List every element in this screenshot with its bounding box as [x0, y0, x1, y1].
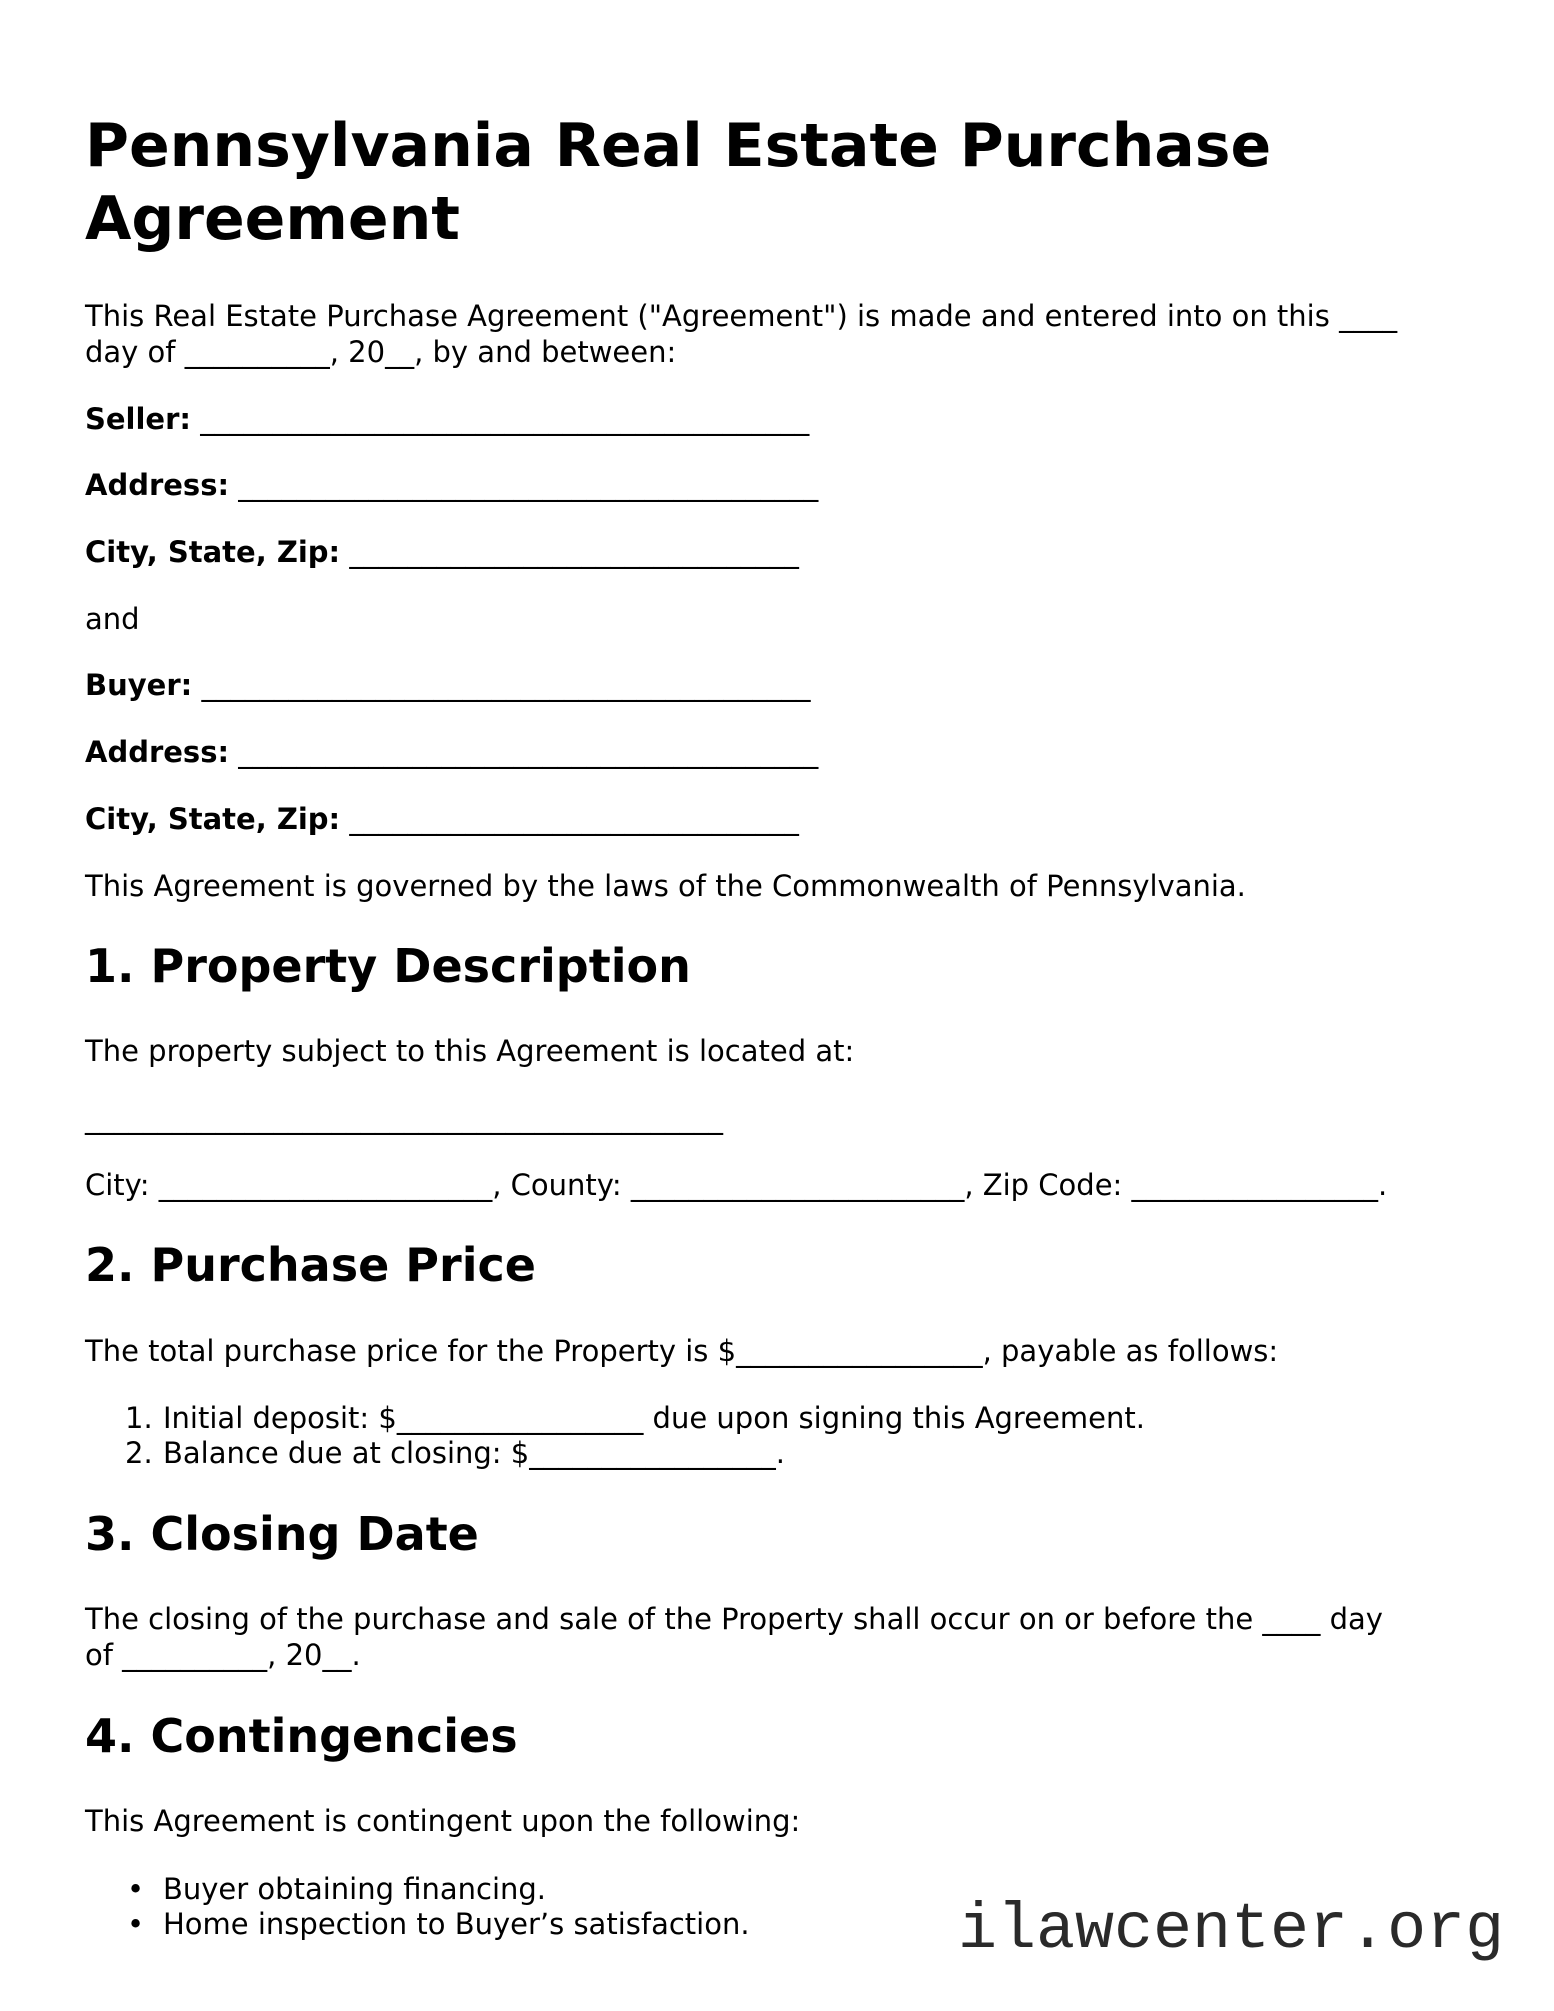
- section-heading-closing-date: 3. Closing Date: [85, 1506, 479, 1561]
- buyer-address-field[interactable]: [85, 734, 1469, 770]
- seller-name-field[interactable]: [85, 401, 1469, 437]
- bullet-icon: •: [127, 1871, 145, 1906]
- contingencies-text: This Agreement is contingent upon the following:: [85, 1804, 801, 1839]
- section-heading-contingencies: 4. Contingencies: [85, 1708, 518, 1763]
- intro-line-1: This Real Estate Purchase Agreement ("Agreement") is made and entered into on this ____: [85, 299, 1398, 333]
- payment-term-item[interactable]: [85, 1401, 1469, 1436]
- conjunction-and: and: [85, 601, 140, 636]
- payment-terms-list: [85, 1401, 1469, 1471]
- bullet-icon: •: [127, 1906, 145, 1941]
- closing-date-line-2: of __________, 20__.: [85, 1638, 361, 1673]
- seller-address-field[interactable]: [85, 467, 1469, 503]
- intro-line-2: day of __________, 20__, by and between:: [85, 335, 677, 369]
- seller-name-blank[interactable]: __________________________________________: [200, 401, 810, 436]
- seller-city-blank[interactable]: _______________________________: [349, 535, 799, 570]
- property-address-blank[interactable]: ____________________________________________: [85, 1101, 723, 1136]
- section-heading-purchase-price: 2. Purchase Price: [85, 1238, 536, 1293]
- buyer-name-field[interactable]: [85, 667, 1469, 703]
- property-city-county-zip-line[interactable]: City: _______________________, County: _______________________, Zip Code: _________________.: [85, 1167, 1388, 1202]
- buyer-city-label: City, State, Zip:: [85, 801, 341, 836]
- purchase-price-text[interactable]: The total purchase price for the Property is $_________________, payable as follows:: [85, 1333, 1279, 1368]
- site-watermark: ilawcenter.org: [958, 1893, 1505, 1967]
- seller-address-blank[interactable]: ________________________________________: [238, 468, 819, 503]
- list-number: 2.: [125, 1436, 153, 1471]
- seller-city-field[interactable]: [85, 534, 1469, 570]
- seller-city-label: City, State, Zip:: [85, 535, 341, 570]
- buyer-name-label: Buyer:: [85, 668, 193, 703]
- buyer-city-blank[interactable]: _______________________________: [349, 801, 799, 836]
- page-title: [85, 110, 1272, 256]
- closing-date-text[interactable]: [85, 1601, 1469, 1673]
- seller-address-label: Address:: [85, 468, 230, 503]
- intro-paragraph: [85, 298, 1469, 370]
- governing-law-text: This Agreement is governed by the laws of the Commonwealth of Pennsylvania.: [85, 868, 1246, 903]
- payment-term-text: Initial deposit: $_________________ due upon signing this Agreement.: [163, 1401, 1145, 1436]
- contingency-text: Home inspection to Buyer’s satisfaction.: [163, 1906, 750, 1941]
- contingency-text: Buyer obtaining financing.: [163, 1871, 547, 1906]
- buyer-name-blank[interactable]: __________________________________________: [201, 668, 811, 703]
- list-number: 1.: [125, 1401, 153, 1436]
- buyer-address-label: Address:: [85, 735, 230, 770]
- section-heading-property-description: 1. Property Description: [85, 939, 691, 994]
- property-location-text: The property subject to this Agreement is located at:: [85, 1034, 855, 1069]
- seller-name-label: Seller:: [85, 401, 192, 436]
- agreement-document: [85, 110, 1469, 1942]
- payment-term-text: Balance due at closing: $_________________.: [163, 1436, 785, 1471]
- buyer-city-field[interactable]: [85, 801, 1469, 837]
- payment-term-item[interactable]: [85, 1436, 1469, 1471]
- title-line-1: Pennsylvania Real Estate Purchase: [85, 111, 1272, 181]
- title-line-2: Agreement: [85, 184, 460, 254]
- closing-date-line-1: The closing of the purchase and sale of the Property shall occur on or before the ____ day: [85, 1602, 1383, 1637]
- buyer-address-blank[interactable]: ________________________________________: [238, 735, 819, 770]
